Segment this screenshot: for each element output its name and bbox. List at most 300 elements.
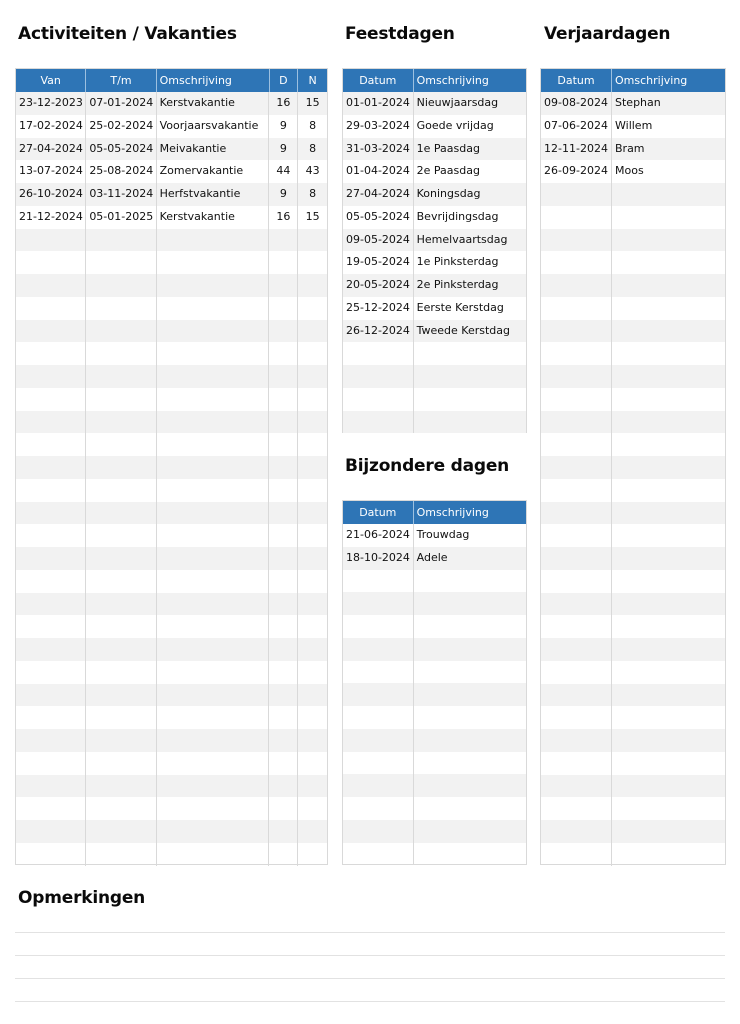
table-cell[interactable] [269,615,298,638]
table-cell[interactable] [86,433,156,456]
table-cell[interactable] [269,251,298,274]
table-cell[interactable]: Moos [615,164,644,178]
table-row[interactable] [16,547,327,570]
table-cell[interactable] [269,661,298,684]
table-cell[interactable] [541,570,612,593]
table-cell[interactable]: 44 [269,160,298,183]
table-row[interactable] [16,433,327,456]
table-cell[interactable] [298,274,327,297]
table-cell[interactable] [541,502,612,525]
table-cell[interactable] [343,774,414,797]
table-cell[interactable] [16,229,86,252]
table-cell[interactable] [157,615,270,638]
table-cell[interactable] [16,729,86,752]
table-cell[interactable] [541,706,612,729]
table-cell[interactable] [414,729,526,752]
table-cell[interactable] [541,843,612,866]
table-cell[interactable] [269,570,298,593]
notes-line[interactable] [15,978,725,979]
table-row[interactable] [16,251,327,274]
table-row[interactable] [541,297,725,320]
table-cell[interactable] [612,274,725,297]
table-cell[interactable] [298,593,327,616]
table-row[interactable] [343,388,526,411]
table-cell[interactable] [16,251,86,274]
table-cell[interactable] [86,388,156,411]
table-cell[interactable] [269,638,298,661]
table-cell[interactable] [612,661,725,684]
table-cell[interactable] [16,797,86,820]
table-row[interactable] [343,615,526,638]
table-row[interactable] [343,342,526,365]
table-cell[interactable]: 07-06-2024 [541,115,612,138]
table-cell[interactable] [612,502,725,525]
table-cell[interactable]: 16 [269,206,298,229]
table-cell[interactable] [157,843,270,866]
table-cell[interactable]: Tweede Kerstdag [416,323,511,337]
table-cell[interactable] [16,342,86,365]
table-cell[interactable]: 31-03-2024 [343,138,414,161]
table-cell[interactable]: 9 [269,183,298,206]
table-row[interactable] [541,752,725,775]
table-row[interactable] [16,297,327,320]
table-row[interactable] [541,615,725,638]
table-cell[interactable] [298,752,327,775]
table-cell[interactable] [157,251,270,274]
table-row[interactable] [541,229,725,252]
table-cell[interactable] [157,570,270,593]
table-cell[interactable] [16,479,86,502]
table-cell[interactable]: 25-08-2024 [86,160,156,183]
table-cell[interactable] [612,593,725,616]
table-cell[interactable]: 8 [309,141,317,155]
table-cell[interactable] [612,638,725,661]
table-cell[interactable]: 2e Pinksterdag [416,278,499,291]
table-row[interactable] [16,661,327,684]
table-cell[interactable] [298,684,327,707]
table-cell[interactable] [541,797,612,820]
table-row[interactable] [541,706,725,729]
table-cell[interactable] [86,229,156,252]
table-cell[interactable] [541,251,612,274]
table-cell[interactable] [157,502,270,525]
table-cell[interactable] [343,365,414,388]
table-cell[interactable] [541,752,612,775]
table-cell[interactable] [612,433,725,456]
table-row[interactable] [541,183,725,206]
table-row[interactable] [16,752,327,775]
table-cell[interactable]: 1e Paasdag [416,141,480,155]
table-row[interactable] [343,320,526,343]
table-cell[interactable] [269,775,298,798]
table-cell[interactable] [157,456,270,479]
table-cell[interactable] [16,820,86,843]
table-cell[interactable]: Hemelvaartsdag [416,232,508,246]
table-cell[interactable] [269,547,298,570]
table-cell[interactable] [269,365,298,388]
table-cell[interactable] [16,456,86,479]
table-cell[interactable] [298,524,327,547]
table-cell[interactable] [16,593,86,616]
table-cell[interactable] [541,183,612,206]
table-row[interactable] [16,729,327,752]
table-cell[interactable] [298,729,327,752]
table-row[interactable] [16,411,327,434]
table-cell[interactable] [612,729,725,752]
table-cell[interactable] [414,570,526,593]
table-cell[interactable] [157,661,270,684]
table-cell[interactable] [343,683,414,706]
table-cell[interactable] [343,820,414,843]
table-row[interactable] [343,524,526,547]
table-row[interactable] [343,706,526,729]
table-cell[interactable] [414,342,526,365]
table-cell[interactable]: 01-01-2024 [343,92,414,115]
table-cell[interactable] [298,297,327,320]
table-cell[interactable] [157,433,270,456]
table-row[interactable] [16,524,327,547]
table-row[interactable] [16,706,327,729]
table-cell[interactable] [343,388,414,411]
table-cell[interactable] [269,752,298,775]
table-cell[interactable] [414,774,526,797]
table-row[interactable] [343,365,526,388]
table-cell[interactable] [157,388,270,411]
table-cell[interactable] [343,752,414,775]
table-cell[interactable] [157,706,270,729]
table-cell[interactable] [343,615,414,638]
table-row[interactable] [16,229,327,252]
table-cell[interactable]: 25-02-2024 [86,115,156,138]
table-cell[interactable] [269,502,298,525]
notes-line[interactable] [15,955,725,956]
table-cell[interactable] [86,479,156,502]
table-cell[interactable]: Meivakantie [157,138,270,161]
table-cell[interactable] [541,524,612,547]
table-cell[interactable] [414,683,526,706]
table-row[interactable] [16,775,327,798]
table-row[interactable] [343,160,526,183]
table-row[interactable] [16,92,327,115]
table-row[interactable] [541,206,725,229]
table-cell[interactable] [269,456,298,479]
table-cell[interactable] [298,502,327,525]
table-cell[interactable] [541,320,612,343]
table-cell[interactable] [612,797,725,820]
table-cell[interactable] [157,365,270,388]
table-cell[interactable] [16,502,86,525]
table-row[interactable] [16,820,327,843]
table-cell[interactable] [157,729,270,752]
table-cell[interactable] [157,297,270,320]
table-row[interactable] [541,365,725,388]
table-cell[interactable] [269,320,298,343]
table-cell[interactable] [298,320,327,343]
table-row[interactable] [16,115,327,138]
table-cell[interactable] [541,593,612,616]
table-cell[interactable] [612,183,725,206]
table-cell[interactable] [269,524,298,547]
table-cell[interactable] [298,547,327,570]
table-cell[interactable]: 12-11-2024 [541,138,612,161]
table-cell[interactable]: 2e Paasdag [416,164,480,178]
table-cell[interactable]: Nieuwjaarsdag [416,96,499,109]
table-row[interactable] [343,570,526,593]
table-cell[interactable] [541,388,612,411]
table-cell[interactable] [86,797,156,820]
table-row[interactable] [541,320,725,343]
table-cell[interactable] [298,843,327,866]
table-row[interactable] [541,160,725,183]
table-row[interactable] [541,524,725,547]
table-cell[interactable]: 16 [269,92,298,115]
table-cell[interactable] [612,570,725,593]
table-cell[interactable] [16,615,86,638]
table-cell[interactable] [541,342,612,365]
table-cell[interactable] [86,251,156,274]
table-cell[interactable] [541,661,612,684]
table-cell[interactable] [86,661,156,684]
table-cell[interactable] [414,365,526,388]
table-cell[interactable] [612,229,725,252]
table-cell[interactable] [86,365,156,388]
table-cell[interactable]: 01-04-2024 [343,160,414,183]
table-cell[interactable] [269,229,298,252]
table-row[interactable] [343,251,526,274]
table-cell[interactable] [541,274,612,297]
table-cell[interactable]: 26-10-2024 [16,183,86,206]
table-cell[interactable] [298,229,327,252]
table-cell[interactable] [414,706,526,729]
table-row[interactable] [541,251,725,274]
table-cell[interactable] [269,797,298,820]
table-row[interactable] [16,638,327,661]
table-row[interactable] [16,797,327,820]
table-row[interactable] [343,774,526,797]
table-cell[interactable] [612,365,725,388]
table-cell[interactable]: 15 [305,209,320,223]
table-cell[interactable] [541,775,612,798]
table-cell[interactable]: Bram [615,141,645,155]
table-cell[interactable] [343,592,414,615]
table-row[interactable] [541,843,725,866]
table-cell[interactable] [298,479,327,502]
table-row[interactable] [541,138,725,161]
table-row[interactable] [541,388,725,411]
table-row[interactable] [541,638,725,661]
table-cell[interactable]: 21-06-2024 [343,524,414,547]
table-row[interactable] [541,433,725,456]
table-cell[interactable] [157,684,270,707]
table-cell[interactable] [541,433,612,456]
table-row[interactable] [343,661,526,684]
table-cell[interactable] [86,729,156,752]
table-cell[interactable] [269,479,298,502]
table-row[interactable] [16,684,327,707]
table-cell[interactable] [541,206,612,229]
table-cell[interactable] [86,638,156,661]
table-row[interactable] [343,115,526,138]
table-row[interactable] [343,206,526,229]
table-cell[interactable] [157,479,270,502]
table-cell[interactable] [269,388,298,411]
table-cell[interactable]: 18-10-2024 [343,547,414,570]
table-row[interactable] [16,388,327,411]
table-cell[interactable] [541,615,612,638]
table-cell[interactable]: 1e Pinksterdag [416,255,499,269]
table-cell[interactable]: 9 [269,115,298,138]
table-cell[interactable] [343,638,414,661]
table-cell[interactable] [298,411,327,434]
table-cell[interactable]: Goede vrijdag [416,118,494,132]
table-row[interactable] [541,684,725,707]
table-cell[interactable] [86,524,156,547]
table-row[interactable] [343,592,526,615]
table-cell[interactable] [16,547,86,570]
table-cell[interactable]: 05-05-2024 [343,206,414,229]
table-cell[interactable] [269,820,298,843]
table-cell[interactable] [269,274,298,297]
table-cell[interactable] [157,524,270,547]
table-cell[interactable] [414,843,526,866]
table-cell[interactable] [86,593,156,616]
table-cell[interactable] [86,342,156,365]
table-cell[interactable] [86,320,156,343]
table-cell[interactable] [157,547,270,570]
table-cell[interactable]: Voorjaarsvakantie [157,115,270,138]
table-row[interactable] [343,820,526,843]
table-row[interactable] [343,92,526,115]
table-cell[interactable] [86,411,156,434]
table-cell[interactable] [269,729,298,752]
table-cell[interactable] [86,547,156,570]
table-cell[interactable] [298,820,327,843]
table-cell[interactable] [16,661,86,684]
table-cell[interactable] [612,684,725,707]
table-cell[interactable] [157,797,270,820]
table-cell[interactable] [269,843,298,866]
table-cell[interactable] [269,684,298,707]
table-cell[interactable] [343,797,414,820]
table-cell[interactable] [16,684,86,707]
table-row[interactable] [541,593,725,616]
table-cell[interactable] [298,251,327,274]
table-cell[interactable] [414,752,526,775]
table-cell[interactable] [298,342,327,365]
table-row[interactable] [343,638,526,661]
table-row[interactable] [541,797,725,820]
table-cell[interactable] [86,706,156,729]
table-row[interactable] [343,229,526,252]
table-row[interactable] [541,274,725,297]
table-cell[interactable]: 9 [269,138,298,161]
table-cell[interactable] [16,365,86,388]
table-cell[interactable] [86,456,156,479]
table-cell[interactable] [612,843,725,866]
table-cell[interactable]: 20-05-2024 [343,274,414,297]
table-cell[interactable] [86,752,156,775]
table-cell[interactable] [343,729,414,752]
table-row[interactable] [16,274,327,297]
table-cell[interactable] [16,274,86,297]
table-row[interactable] [16,320,327,343]
table-cell[interactable] [414,638,526,661]
table-cell[interactable] [612,479,725,502]
table-cell[interactable] [414,820,526,843]
table-row[interactable] [16,365,327,388]
table-row[interactable] [541,411,725,434]
table-cell[interactable] [343,570,414,593]
table-cell[interactable]: Kerstvakantie [157,206,270,229]
table-cell[interactable]: Koningsdag [416,187,481,200]
table-cell[interactable] [612,251,725,274]
table-row[interactable] [16,206,327,229]
table-cell[interactable] [612,820,725,843]
table-cell[interactable]: Herfstvakantie [157,183,270,206]
table-cell[interactable] [157,593,270,616]
table-cell[interactable] [269,433,298,456]
table-cell[interactable] [16,411,86,434]
table-row[interactable] [16,342,327,365]
table-cell[interactable] [86,820,156,843]
table-cell[interactable] [16,524,86,547]
table-cell[interactable] [612,320,725,343]
table-cell[interactable] [541,729,612,752]
table-cell[interactable]: 15 [305,96,320,109]
table-cell[interactable]: 8 [309,187,317,200]
table-row[interactable] [343,297,526,320]
table-cell[interactable] [612,342,725,365]
table-cell[interactable]: Zomervakantie [157,160,270,183]
table-cell[interactable] [612,524,725,547]
table-cell[interactable] [157,342,270,365]
table-cell[interactable] [298,456,327,479]
table-cell[interactable] [157,229,270,252]
table-cell[interactable]: 43 [305,164,320,178]
table-cell[interactable] [414,797,526,820]
table-cell[interactable] [541,479,612,502]
table-row[interactable] [541,502,725,525]
table-cell[interactable] [612,456,725,479]
table-row[interactable] [541,479,725,502]
table-row[interactable] [541,570,725,593]
table-cell[interactable]: Bevrijdingsdag [416,209,499,223]
table-cell[interactable]: 26-09-2024 [541,160,612,183]
table-cell[interactable] [612,388,725,411]
table-row[interactable] [541,115,725,138]
table-cell[interactable] [612,297,725,320]
table-cell[interactable] [541,547,612,570]
table-cell[interactable]: 25-12-2024 [343,297,414,320]
table-cell[interactable] [541,456,612,479]
table-cell[interactable] [16,570,86,593]
table-cell[interactable] [157,775,270,798]
table-cell[interactable]: 19-05-2024 [343,251,414,274]
table-cell[interactable] [541,684,612,707]
table-cell[interactable] [414,388,526,411]
table-cell[interactable] [541,365,612,388]
table-cell[interactable] [414,411,526,434]
table-cell[interactable]: Adele [416,550,448,564]
table-cell[interactable] [343,342,414,365]
table-row[interactable] [16,570,327,593]
table-cell[interactable] [269,297,298,320]
table-cell[interactable]: 8 [309,118,317,132]
table-cell[interactable] [269,706,298,729]
table-cell[interactable] [343,661,414,684]
table-cell[interactable] [16,638,86,661]
table-cell[interactable]: 26-12-2024 [343,320,414,343]
